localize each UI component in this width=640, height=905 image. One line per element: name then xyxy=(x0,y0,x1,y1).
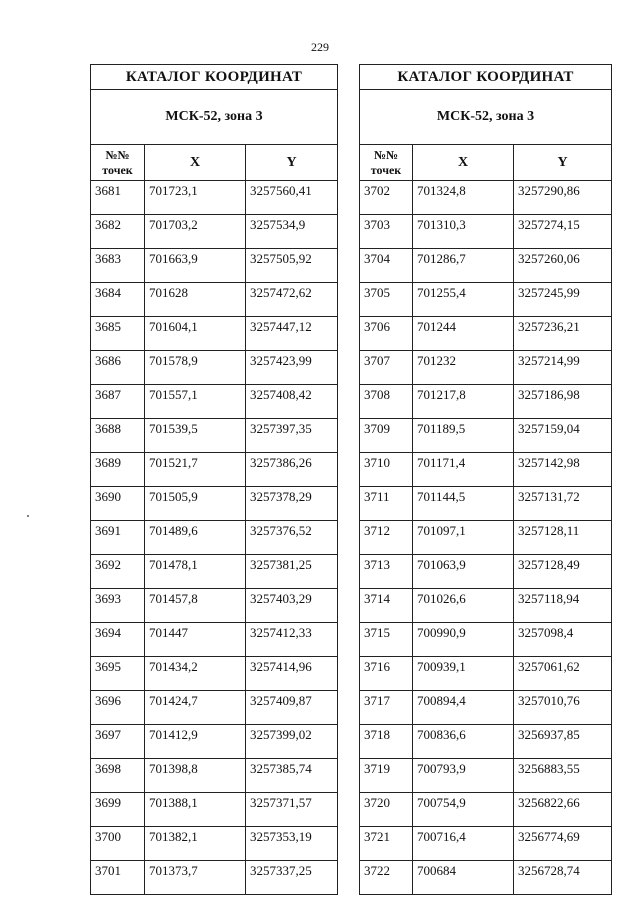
cell-point-number: 3718 xyxy=(360,725,413,759)
cell-y: 3257399,02 xyxy=(246,725,338,759)
cell-x: 701457,8 xyxy=(145,589,246,623)
cell-x: 701388,1 xyxy=(145,793,246,827)
cell-y: 3257385,74 xyxy=(246,759,338,793)
cell-x: 701171,4 xyxy=(413,453,514,487)
cell-x: 701521,7 xyxy=(145,453,246,487)
table-row xyxy=(91,725,338,759)
table-row xyxy=(91,249,338,283)
table-row xyxy=(360,453,612,487)
table-row xyxy=(360,725,612,759)
cell-x: 701424,7 xyxy=(145,691,246,725)
table-row xyxy=(360,861,612,895)
cell-point-number: 3695 xyxy=(91,657,145,691)
coordinate-catalog-right xyxy=(359,64,612,895)
cell-y: 3257128,11 xyxy=(514,521,612,555)
table-row xyxy=(91,317,338,351)
column-header-point-number: №№ точек xyxy=(360,145,413,181)
cell-point-number: 3687 xyxy=(91,385,145,419)
cell-x: 700836,6 xyxy=(413,725,514,759)
cell-y: 3257505,92 xyxy=(246,249,338,283)
cell-x: 701505,9 xyxy=(145,487,246,521)
cell-point-number: 3699 xyxy=(91,793,145,827)
catalog-rows xyxy=(360,181,612,895)
cell-point-number: 3698 xyxy=(91,759,145,793)
cell-y: 3257337,25 xyxy=(246,861,338,895)
cell-x: 701557,1 xyxy=(145,385,246,419)
cell-point-number: 3722 xyxy=(360,861,413,895)
table-row xyxy=(91,555,338,589)
cell-point-number: 3685 xyxy=(91,317,145,351)
cell-point-number: 3701 xyxy=(91,861,145,895)
cell-point-number: 3689 xyxy=(91,453,145,487)
cell-x: 701412,9 xyxy=(145,725,246,759)
cell-x: 701447 xyxy=(145,623,246,657)
cell-y: 3256774,69 xyxy=(514,827,612,861)
cell-x: 700894,4 xyxy=(413,691,514,725)
table-row xyxy=(91,181,338,215)
table-row xyxy=(360,623,612,657)
cell-y: 3257414,96 xyxy=(246,657,338,691)
table-row xyxy=(91,521,338,555)
cell-y: 3257186,98 xyxy=(514,385,612,419)
table-row xyxy=(91,351,338,385)
cell-y: 3257098,4 xyxy=(514,623,612,657)
table-row xyxy=(91,827,338,861)
cell-x: 701723,1 xyxy=(145,181,246,215)
cell-x: 700939,1 xyxy=(413,657,514,691)
cell-point-number: 3682 xyxy=(91,215,145,249)
table-row xyxy=(360,827,612,861)
cell-point-number: 3708 xyxy=(360,385,413,419)
cell-x: 701097,1 xyxy=(413,521,514,555)
cell-point-number: 3686 xyxy=(91,351,145,385)
cell-point-number: 3709 xyxy=(360,419,413,453)
cell-y: 3256728,74 xyxy=(514,861,612,895)
cell-y: 3256937,85 xyxy=(514,725,612,759)
cell-x: 701063,9 xyxy=(413,555,514,589)
cell-x: 701663,9 xyxy=(145,249,246,283)
table-row xyxy=(360,487,612,521)
cell-x: 701489,6 xyxy=(145,521,246,555)
cell-point-number: 3694 xyxy=(91,623,145,657)
cell-x: 701478,1 xyxy=(145,555,246,589)
table-row xyxy=(360,249,612,283)
cell-y: 3257118,94 xyxy=(514,589,612,623)
cell-x: 701286,7 xyxy=(413,249,514,283)
cell-y: 3257260,06 xyxy=(514,249,612,283)
cell-point-number: 3706 xyxy=(360,317,413,351)
cell-x: 700716,4 xyxy=(413,827,514,861)
cell-y: 3257378,29 xyxy=(246,487,338,521)
cell-x: 701628 xyxy=(145,283,246,317)
cell-y: 3257386,26 xyxy=(246,453,338,487)
catalog-title: КАТАЛОГ КООРДИНАТ xyxy=(91,65,338,90)
table-row xyxy=(91,657,338,691)
table-row xyxy=(91,861,338,895)
table-row xyxy=(360,385,612,419)
cell-point-number: 3712 xyxy=(360,521,413,555)
cell-x: 701382,1 xyxy=(145,827,246,861)
cell-x: 701434,2 xyxy=(145,657,246,691)
cell-point-number: 3721 xyxy=(360,827,413,861)
cell-x: 701255,4 xyxy=(413,283,514,317)
cell-x: 701217,8 xyxy=(413,385,514,419)
cell-y: 3257412,33 xyxy=(246,623,338,657)
table-row xyxy=(360,419,612,453)
catalog-rows xyxy=(91,181,338,895)
cell-point-number: 3720 xyxy=(360,793,413,827)
cell-y: 3256883,55 xyxy=(514,759,612,793)
cell-y: 3257290,86 xyxy=(514,181,612,215)
table-row xyxy=(91,793,338,827)
column-header-x: X xyxy=(413,145,514,181)
cell-point-number: 3697 xyxy=(91,725,145,759)
cell-x: 700754,9 xyxy=(413,793,514,827)
table-row xyxy=(91,385,338,419)
column-header-point-number: №№ точек xyxy=(91,145,145,181)
cell-x: 701244 xyxy=(413,317,514,351)
table-row xyxy=(91,453,338,487)
scan-speck xyxy=(27,515,29,517)
cell-x: 701324,8 xyxy=(413,181,514,215)
cell-point-number: 3681 xyxy=(91,181,145,215)
cell-x: 701373,7 xyxy=(145,861,246,895)
cell-y: 3257534,9 xyxy=(246,215,338,249)
table-row xyxy=(91,589,338,623)
table-row xyxy=(360,351,612,385)
cell-point-number: 3691 xyxy=(91,521,145,555)
cell-y: 3257159,04 xyxy=(514,419,612,453)
table-row xyxy=(91,215,338,249)
cell-point-number: 3696 xyxy=(91,691,145,725)
catalog-title: КАТАЛОГ КООРДИНАТ xyxy=(360,65,612,90)
column-header-y: Y xyxy=(514,145,612,181)
cell-y: 3257447,12 xyxy=(246,317,338,351)
table-row xyxy=(360,215,612,249)
cell-y: 3257371,57 xyxy=(246,793,338,827)
cell-x: 701310,3 xyxy=(413,215,514,249)
page-number: 229 xyxy=(311,40,329,54)
cell-x: 701578,9 xyxy=(145,351,246,385)
cell-y: 3257061,62 xyxy=(514,657,612,691)
table-row xyxy=(360,793,612,827)
cell-point-number: 3693 xyxy=(91,589,145,623)
table-row xyxy=(91,691,338,725)
cell-point-number: 3710 xyxy=(360,453,413,487)
cell-point-number: 3719 xyxy=(360,759,413,793)
cell-y: 3257397,35 xyxy=(246,419,338,453)
cell-y: 3257408,42 xyxy=(246,385,338,419)
table-row xyxy=(91,759,338,793)
catalog-subtitle: МСК-52, зона 3 xyxy=(91,90,338,145)
cell-y: 3257131,72 xyxy=(514,487,612,521)
cell-point-number: 3715 xyxy=(360,623,413,657)
cell-point-number: 3700 xyxy=(91,827,145,861)
table-row xyxy=(360,589,612,623)
cell-y: 3257010,76 xyxy=(514,691,612,725)
cell-x: 701232 xyxy=(413,351,514,385)
table-row xyxy=(360,521,612,555)
cell-point-number: 3688 xyxy=(91,419,145,453)
table-row xyxy=(360,691,612,725)
cell-point-number: 3702 xyxy=(360,181,413,215)
catalog-subtitle: МСК-52, зона 3 xyxy=(360,90,612,145)
table-row xyxy=(360,657,612,691)
cell-point-number: 3714 xyxy=(360,589,413,623)
cell-x: 701144,5 xyxy=(413,487,514,521)
cell-point-number: 3703 xyxy=(360,215,413,249)
cell-x: 701189,5 xyxy=(413,419,514,453)
cell-x: 700990,9 xyxy=(413,623,514,657)
cell-y: 3257236,21 xyxy=(514,317,612,351)
cell-y: 3257128,49 xyxy=(514,555,612,589)
cell-y: 3256822,66 xyxy=(514,793,612,827)
cell-x: 700793,9 xyxy=(413,759,514,793)
cell-point-number: 3683 xyxy=(91,249,145,283)
column-header-y: Y xyxy=(246,145,338,181)
cell-x: 701539,5 xyxy=(145,419,246,453)
cell-point-number: 3707 xyxy=(360,351,413,385)
cell-y: 3257376,52 xyxy=(246,521,338,555)
cell-x: 701398,8 xyxy=(145,759,246,793)
cell-y: 3257560,41 xyxy=(246,181,338,215)
table-row xyxy=(91,419,338,453)
cell-point-number: 3713 xyxy=(360,555,413,589)
table-row xyxy=(360,181,612,215)
cell-x: 700684 xyxy=(413,861,514,895)
cell-y: 3257142,98 xyxy=(514,453,612,487)
column-header-x: X xyxy=(145,145,246,181)
cell-y: 3257214,99 xyxy=(514,351,612,385)
cell-y: 3257403,29 xyxy=(246,589,338,623)
coordinate-catalog-left xyxy=(90,64,338,895)
cell-y: 3257274,15 xyxy=(514,215,612,249)
cell-point-number: 3684 xyxy=(91,283,145,317)
table-row xyxy=(91,487,338,521)
cell-point-number: 3692 xyxy=(91,555,145,589)
cell-y: 3257472,62 xyxy=(246,283,338,317)
cell-y: 3257381,25 xyxy=(246,555,338,589)
cell-x: 701026,6 xyxy=(413,589,514,623)
cell-point-number: 3704 xyxy=(360,249,413,283)
table-row xyxy=(360,317,612,351)
table-row xyxy=(360,283,612,317)
table-row xyxy=(91,623,338,657)
table-row xyxy=(91,283,338,317)
cell-point-number: 3716 xyxy=(360,657,413,691)
cell-x: 701604,1 xyxy=(145,317,246,351)
table-row xyxy=(360,759,612,793)
table-row xyxy=(360,555,612,589)
cell-y: 3257353,19 xyxy=(246,827,338,861)
cell-point-number: 3717 xyxy=(360,691,413,725)
cell-y: 3257245,99 xyxy=(514,283,612,317)
cell-x: 701703,2 xyxy=(145,215,246,249)
cell-point-number: 3690 xyxy=(91,487,145,521)
cell-point-number: 3711 xyxy=(360,487,413,521)
cell-y: 3257409,87 xyxy=(246,691,338,725)
cell-y: 3257423,99 xyxy=(246,351,338,385)
cell-point-number: 3705 xyxy=(360,283,413,317)
